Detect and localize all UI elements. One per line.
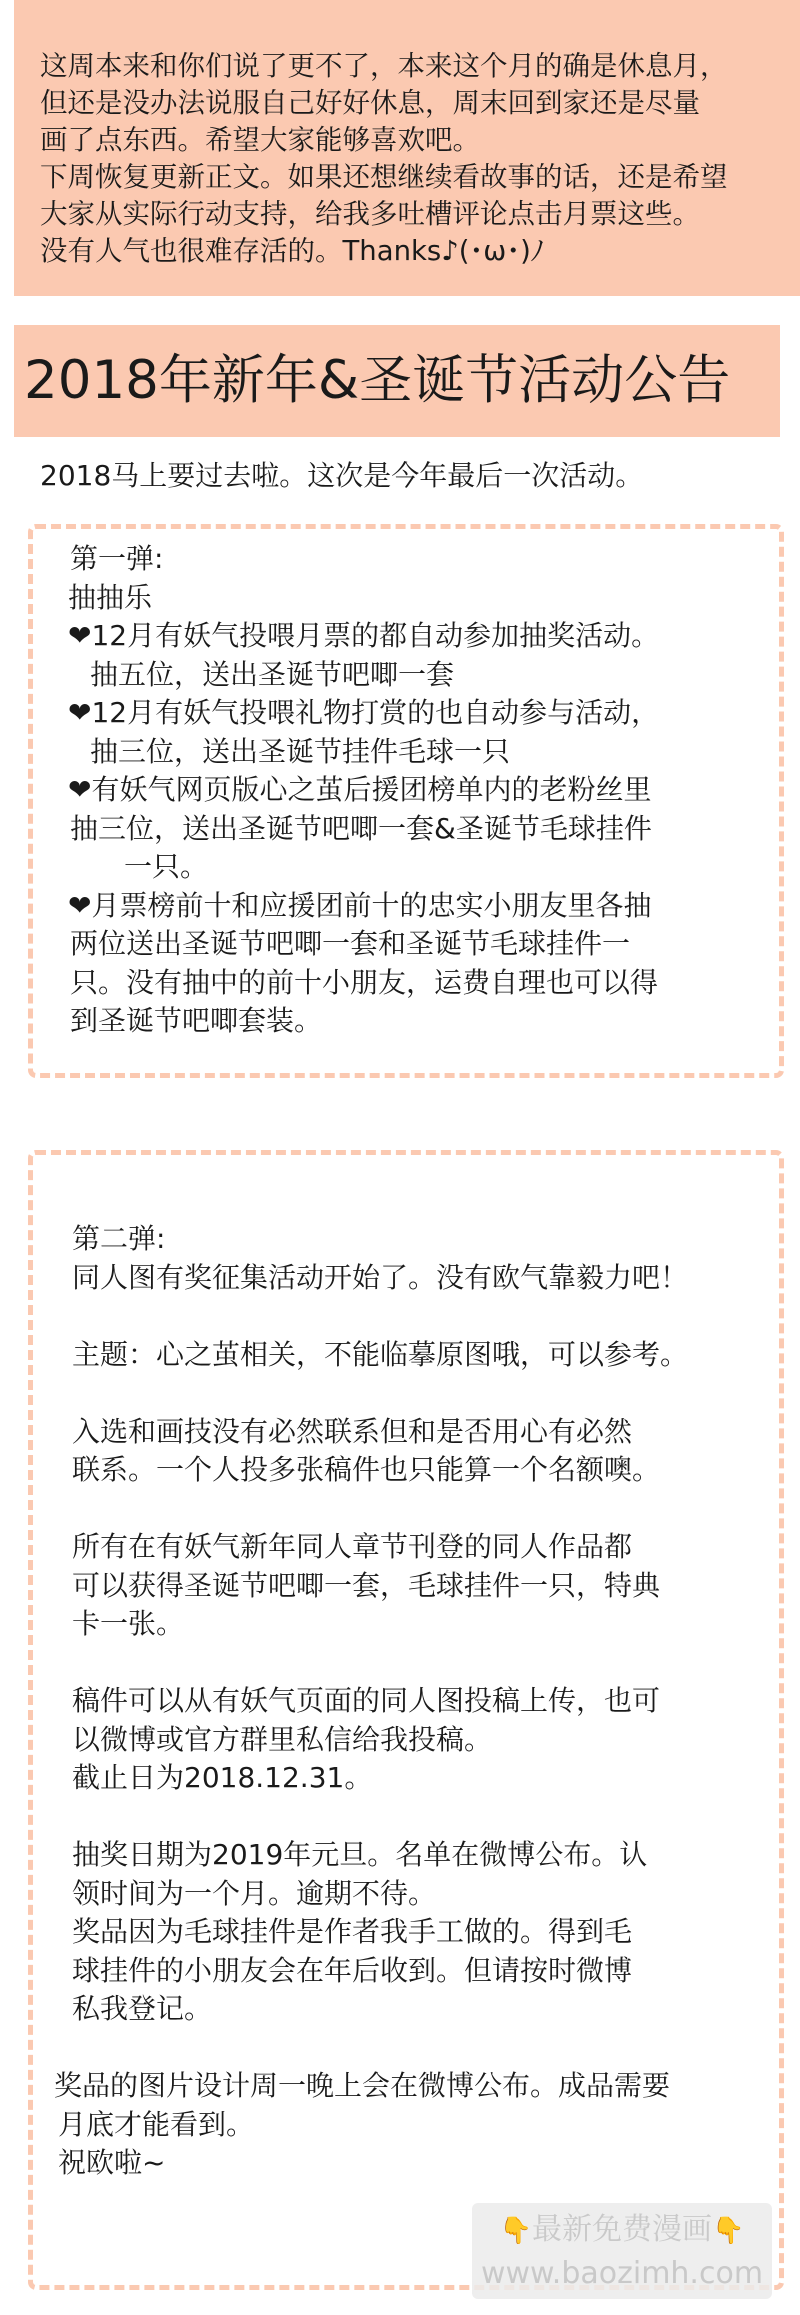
list-item [68,771,659,810]
intro-text: 2018马上要过去啦。这次是今年最后一次活动。 [40,459,644,492]
page-title: 2018年新年&圣诞节活动公告 [14,325,780,437]
heart-icon: ❤ [68,888,92,922]
heart-icon: ❤ [68,696,92,729]
round2-design-line: 月底才能看到。 [58,2107,255,2141]
watermark-url: www.baozimh.com [480,2255,764,2291]
item-text: 月票榜前十和应援团前十的忠实小朋友里各抽 [91,888,652,922]
round2-rewards-line: 卡一张。 [72,1607,185,1640]
note-line: 画了点东西。希望大家能够喜欢吧。 [40,124,480,156]
round2-draw-line: 私我登记。 [72,1992,213,2025]
watermark-title-row [472,2207,772,2254]
round2-draw-line: 奖品因为毛球挂件是作者我手工做的。得到毛 [72,1915,633,1948]
round2-rewards-line: 所有在有妖气新年同人章节刊登的同人作品都 [72,1530,633,1563]
round2-draw-line: 球挂件的小朋友会在年后收到。但请按时微博 [72,1953,633,1987]
round2-closing: 祝欧啦~ [58,2146,166,2179]
round1-heading: 第一弹: [70,542,164,575]
round2-draw-line: 领时间为一个月。逾期不待。 [72,1876,437,1910]
item-text: 抽五位，送出圣诞节吧唧一套 [90,657,455,691]
note-line: 这周本来和你们说了更不了，本来这个月的确是休息月， [40,50,728,82]
round2-selection-line: 联系。一个人投多张稿件也只能算一个名额噢。 [72,1453,661,1486]
note-line: 但还是没办法说服自己好好休息，周末回到家还是尽量 [40,87,700,119]
heart-icon: ❤ [68,619,92,652]
round2-selection-line: 入选和画技没有必然联系但和是否用心有必然 [72,1414,633,1448]
item-text: 抽三位，送出圣诞节挂件毛球一只 [90,734,511,768]
list-item [68,694,659,733]
round2-deadline: 截止日为2018.12.31。 [72,1761,373,1794]
item-text: 两位送出圣诞节吧唧一套和圣诞节毛球挂件一 [70,927,631,960]
list-item [68,617,659,656]
round2-submission-line: 以微博或官方群里私信给我投稿。 [72,1722,493,1756]
round2-submission-line: 稿件可以从有妖气页面的同人图投稿上传，也可 [72,1684,661,1717]
item-text: 12月有妖气投喂月票的都自动参加抽奖活动。 [91,619,660,652]
item-text: 到圣诞节吧唧套装。 [70,1004,323,1037]
round2-content [54,1220,689,2183]
round2-design-line: 奖品的图片设计周一晚上会在微博公布。成品需要 [54,2069,671,2102]
round2-draw-line: 抽奖日期为2019年元旦。名单在微博公布。认 [72,1838,648,1871]
round1-content [70,540,659,1041]
pointing-down-icon: 👇 [499,2215,532,2246]
watermark-title: 最新免费漫画 [532,2212,712,2247]
item-text: 只。没有抽中的前十小朋友，运费自理也可以得 [70,965,659,999]
item-text: 有妖气网页版心之茧后援团榜单内的老粉丝里 [91,773,652,806]
site-watermark [472,2203,772,2299]
round1-subheading: 抽抽乐 [68,580,153,614]
item-text: 一只。 [124,850,209,883]
item-text: 12月有妖气投喂礼物打赏的也自动参与活动， [91,696,660,729]
round2-rewards-line: 可以获得圣诞节吧唧一套，毛球挂件一只，特典 [72,1568,661,1602]
round2-heading: 第二弹: [72,1222,166,1255]
pointing-down-icon: 👇 [712,2215,745,2246]
heart-icon: ❤ [68,773,92,806]
round2-theme: 主题：心之茧相关，不能临摹原图哦，可以参考。 [72,1337,689,1371]
round2-lead: 同人图有奖征集活动开始了。没有欧气靠毅力吧！ [72,1260,689,1294]
note-line: 没有人气也很难存活的。Thanks♪(･ω･)ﾉ [40,235,545,267]
note-line: 大家从实际行动支持，给我多吐槽评论点击月票这些。 [40,198,700,230]
note-line: 下周恢复更新正文。如果还想继续看故事的话，还是希望 [40,161,728,193]
item-text: 抽三位，送出圣诞节吧唧一套&圣诞节毛球挂件 [70,811,652,845]
author-note [14,0,800,296]
list-item [68,887,659,926]
